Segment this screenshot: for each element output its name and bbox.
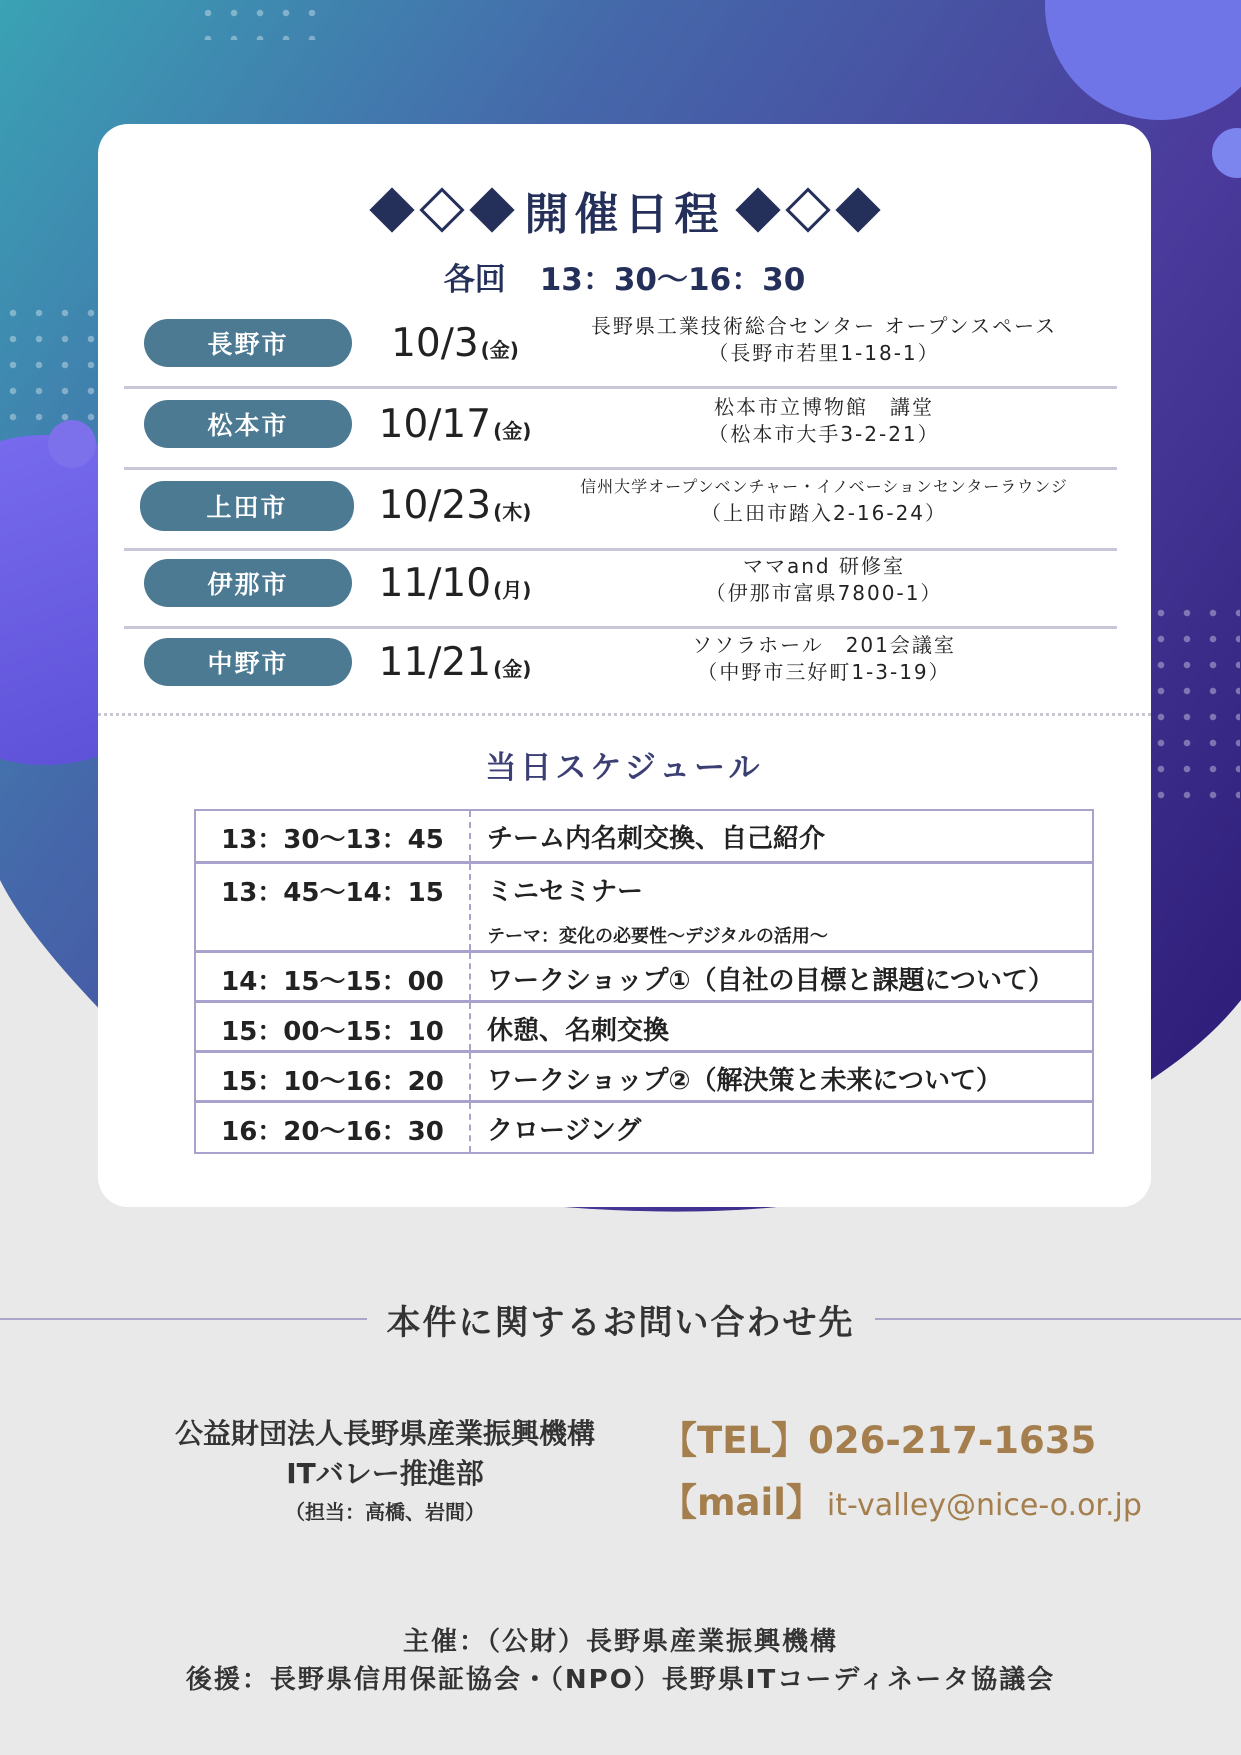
- activity-cell: [471, 1053, 1092, 1100]
- dot-pattern: [0, 300, 110, 430]
- diamond-filled-icon: [469, 187, 514, 232]
- session-date: [370, 551, 540, 615]
- time-cell: 16：20〜16：30: [196, 1103, 471, 1152]
- contact-person: （担当：高橋、岩間）: [285, 1500, 485, 1524]
- table-row: [196, 1000, 1092, 1050]
- venue: [544, 632, 1104, 686]
- table-row: [196, 950, 1092, 1000]
- venue-address: （伊那市富県7800-1）: [705, 581, 943, 605]
- email-address[interactable]: it-valley@nice-o.or.jp: [826, 1488, 1142, 1523]
- divider-line: [875, 1318, 1241, 1320]
- diamond-outline-icon: [419, 187, 464, 232]
- activity-cell: [471, 811, 1092, 861]
- venue-address: （松本市大手3-2-21）: [708, 422, 940, 446]
- table-row: [196, 811, 1092, 861]
- seminar-theme: テーマ：変化の必要性〜デジタルの活用〜: [487, 926, 828, 947]
- activity-text: ミニセミナー: [487, 877, 644, 907]
- schedule-card: [98, 124, 1151, 1207]
- activity-text: チーム内名刺交換、自己紹介: [487, 824, 826, 854]
- session-row: [124, 549, 1117, 629]
- day-of-week: (金): [480, 337, 519, 362]
- date-value: 10/3: [391, 320, 479, 366]
- organizer-line: 主催：（公財）長野県産業振興機構: [402, 1627, 838, 1657]
- phone-number[interactable]: 026-217-1635: [808, 1419, 1097, 1462]
- venue: [544, 394, 1104, 448]
- table-row: [196, 1100, 1092, 1152]
- day-of-week: (金): [493, 418, 532, 443]
- dot-pattern: [1148, 600, 1240, 800]
- table-row: [196, 861, 1092, 950]
- time-cell: 13：30〜13：45: [196, 811, 471, 861]
- venue: [544, 473, 1104, 527]
- organization-name: 公益財団法人長野県産業振興機構: [174, 1417, 595, 1450]
- diamond-filled-icon: [835, 187, 880, 232]
- mail-label: 【mail】: [660, 1481, 823, 1524]
- session-row: [124, 628, 1117, 708]
- session-row: [124, 309, 1117, 389]
- session-date: [370, 473, 540, 537]
- day-of-week: (月): [493, 577, 532, 602]
- diamond-filled-icon: [369, 187, 414, 232]
- city-badge: 長野市: [144, 319, 352, 367]
- diamond-filled-icon: [735, 187, 780, 232]
- time-cell: 13：45〜14：15: [196, 864, 471, 950]
- session-row: [124, 471, 1117, 551]
- venue-address: （長野市若里1-18-1）: [708, 341, 940, 365]
- department-name: ITバレー推進部: [286, 1457, 484, 1490]
- phone-contact: [660, 1410, 1096, 1464]
- day-of-week: (金): [493, 656, 532, 681]
- venue: [544, 313, 1104, 367]
- activity-text: 休憩、名刺交換: [487, 1016, 670, 1046]
- diamond-ornament-left: [369, 194, 515, 226]
- contact-title: 本件に関するお問い合わせ先: [386, 1302, 855, 1343]
- venue-name: ソソラホール 201会議室: [692, 633, 956, 657]
- venue: [544, 553, 1104, 607]
- diamond-outline-icon: [785, 187, 830, 232]
- activity-cell: [471, 1103, 1092, 1152]
- tel-label: 【TEL】: [660, 1419, 809, 1462]
- dot-pattern: [195, 0, 325, 40]
- date-value: 10/17: [378, 401, 492, 447]
- session-date: [370, 311, 540, 375]
- city-badge: 伊那市: [144, 559, 352, 607]
- contact-heading: [0, 1296, 1241, 1342]
- time-cell: 15：00〜15：10: [196, 1003, 471, 1050]
- email-contact: [660, 1472, 1142, 1526]
- city-badge: 中野市: [144, 638, 352, 686]
- city-badge: 松本市: [144, 400, 352, 448]
- divider-line: [0, 1318, 367, 1320]
- venue-name: ママand 研修室: [743, 554, 905, 578]
- diamond-ornament-right: [735, 194, 881, 226]
- date-value: 11/10: [378, 560, 492, 606]
- city-badge: 上田市: [140, 481, 354, 531]
- date-value: 11/21: [378, 639, 492, 685]
- activity-cell: [471, 1003, 1092, 1050]
- activity-cell: [471, 864, 1092, 950]
- activity-cell: [471, 953, 1092, 1000]
- each-session-time: [98, 254, 1151, 299]
- day-of-week: (木): [493, 499, 532, 524]
- venue-address: （上田市踏入2-16-24）: [700, 501, 948, 525]
- venue-name: 信州大学オープンベンチャー・イノベーションセンターラウンジ: [580, 477, 1068, 496]
- each-time-value: 13：30〜16：30: [539, 262, 806, 298]
- supporter-line: 後援：長野県信用保証協会・（NPO）長野県ITコーディネータ協議会: [185, 1665, 1056, 1695]
- session-row: [124, 390, 1117, 470]
- activity-text: ワークショップ②（解決策と未来について）: [487, 1066, 1002, 1096]
- date-value: 10/23: [378, 482, 492, 528]
- venue-name: 松本市立博物館 講堂: [714, 395, 934, 419]
- day-schedule-table: [194, 809, 1094, 1154]
- time-cell: 14：15〜15：00: [196, 953, 471, 1000]
- table-row: [196, 1050, 1092, 1100]
- day-schedule-title: 当日スケジュール: [485, 750, 764, 786]
- time-cell: 15：10〜16：20: [196, 1053, 471, 1100]
- venue-address: （中野市三好町1-3-19）: [697, 660, 951, 684]
- venue-name: 長野県工業技術総合センター オープンスペース: [590, 314, 1058, 338]
- schedule-title: 開催日程: [524, 189, 725, 240]
- schedule-heading: [98, 180, 1151, 240]
- activity-text: クロージング: [487, 1116, 642, 1146]
- session-date: [370, 630, 540, 694]
- activity-text: ワークショップ①（自社の目標と課題について）: [487, 966, 1054, 996]
- session-date: [370, 392, 540, 456]
- dotted-divider: [98, 713, 1151, 716]
- each-time-label: 各回: [443, 262, 506, 298]
